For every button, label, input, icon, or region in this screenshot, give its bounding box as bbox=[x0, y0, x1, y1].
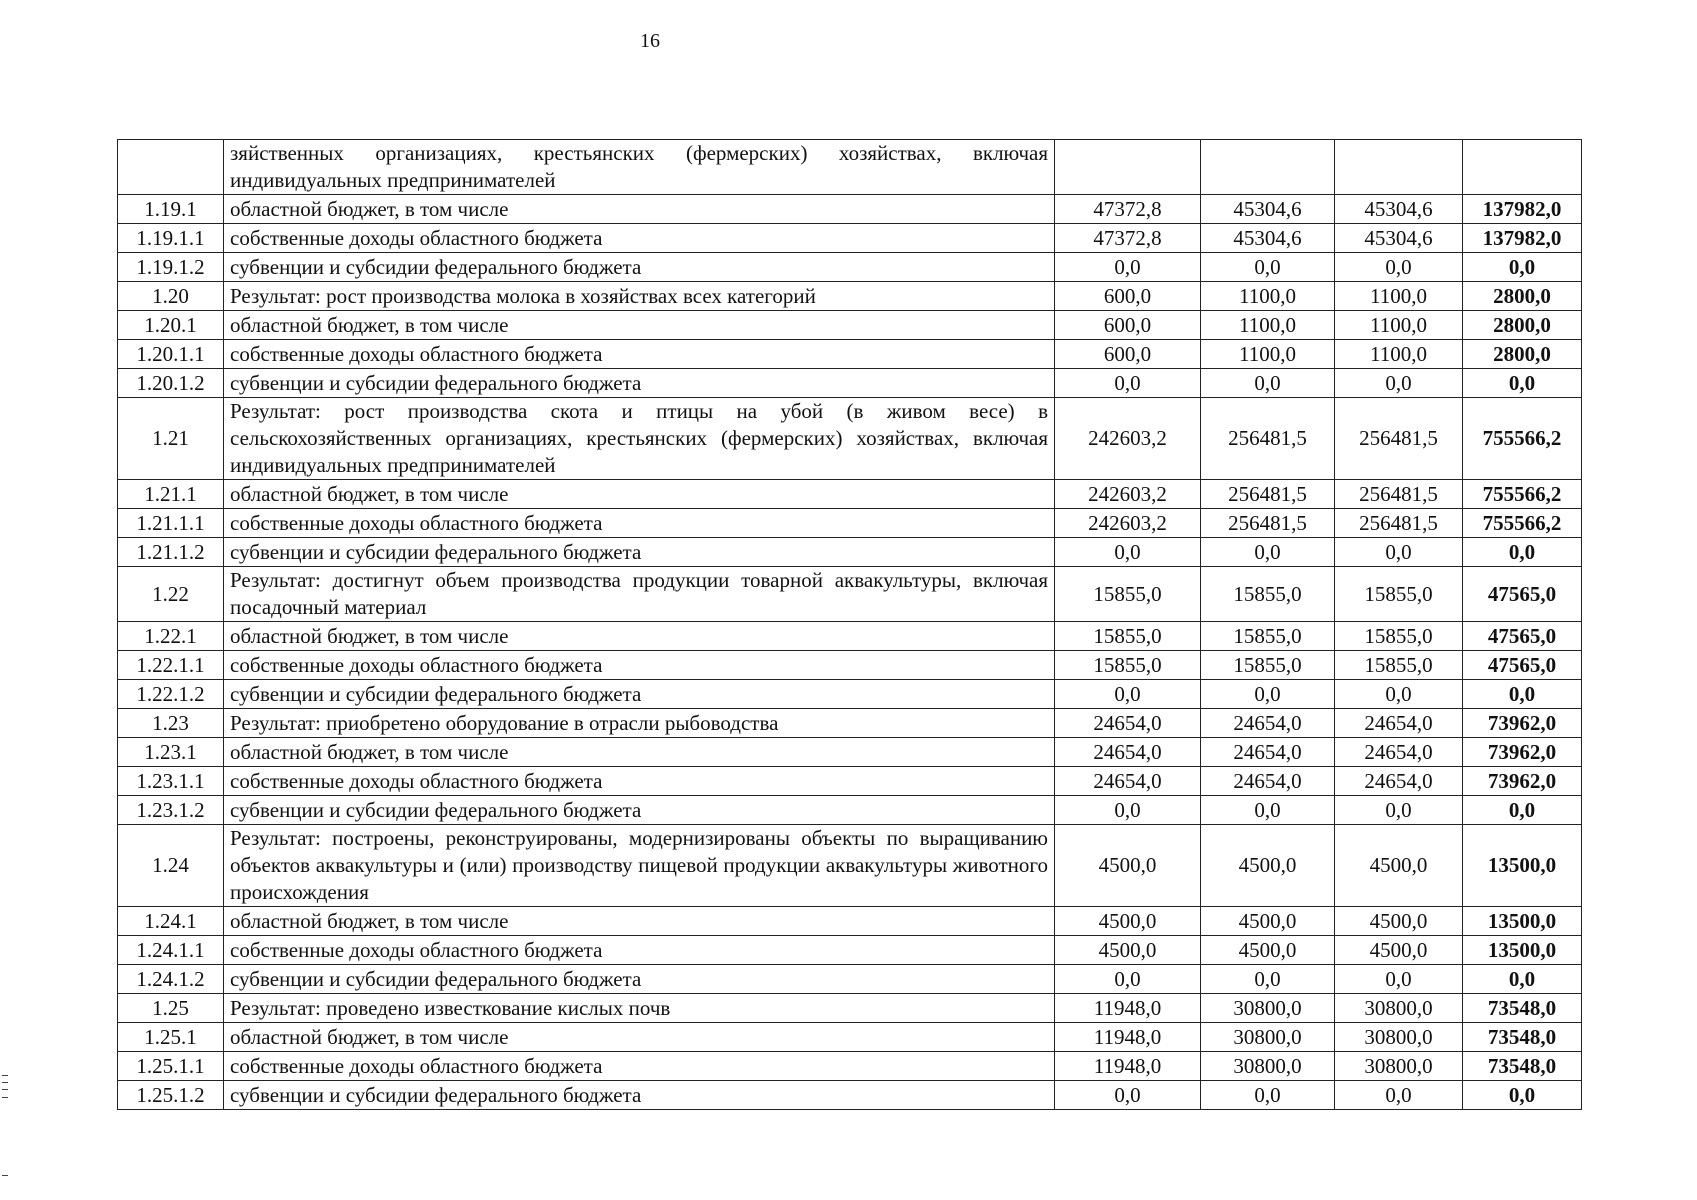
total-cell: 73548,0 bbox=[1463, 1023, 1582, 1052]
row-number-cell: 1.19.1 bbox=[118, 195, 224, 224]
row-description-cell: субвенции и субсидии федерального бюджета bbox=[224, 680, 1055, 709]
value-cell-1: 15855,0 bbox=[1055, 651, 1201, 680]
row-number-cell: 1.25 bbox=[118, 994, 224, 1023]
total-cell bbox=[1463, 140, 1582, 195]
total-cell: 0,0 bbox=[1463, 369, 1582, 398]
value-cell-3: 0,0 bbox=[1335, 965, 1463, 994]
row-number-cell: 1.23 bbox=[118, 709, 224, 738]
value-cell-3: 1100,0 bbox=[1335, 311, 1463, 340]
row-number-cell: 1.20 bbox=[118, 282, 224, 311]
value-cell-1: 11948,0 bbox=[1055, 1023, 1201, 1052]
value-cell-2: 0,0 bbox=[1201, 796, 1335, 825]
total-cell: 0,0 bbox=[1463, 1081, 1582, 1110]
value-cell-1: 0,0 bbox=[1055, 538, 1201, 567]
value-cell-2: 15855,0 bbox=[1201, 567, 1335, 622]
row-description-cell: субвенции и субсидии федерального бюджета bbox=[224, 253, 1055, 282]
value-cell-2 bbox=[1201, 140, 1335, 195]
total-cell: 137982,0 bbox=[1463, 195, 1582, 224]
table-row bbox=[118, 1023, 1582, 1052]
value-cell-3: 15855,0 bbox=[1335, 651, 1463, 680]
row-description-cell: собственные доходы областного бюджета bbox=[224, 936, 1055, 965]
value-cell-1: 24654,0 bbox=[1055, 709, 1201, 738]
total-cell: 2800,0 bbox=[1463, 340, 1582, 369]
row-description-cell: собственные доходы областного бюджета bbox=[224, 767, 1055, 796]
table-row bbox=[118, 398, 1582, 480]
table-row bbox=[118, 1052, 1582, 1081]
row-description-cell: областной бюджет, в том числе bbox=[224, 738, 1055, 767]
table-row bbox=[118, 567, 1582, 622]
table-row bbox=[118, 1081, 1582, 1110]
row-number-cell: 1.22.1.2 bbox=[118, 680, 224, 709]
total-cell: 47565,0 bbox=[1463, 622, 1582, 651]
row-description-cell: областной бюджет, в том числе bbox=[224, 195, 1055, 224]
total-cell: 755566,2 bbox=[1463, 398, 1582, 480]
value-cell-2: 30800,0 bbox=[1201, 994, 1335, 1023]
row-number-cell: 1.21.1.1 bbox=[118, 509, 224, 538]
row-description-cell: собственные доходы областного бюджета bbox=[224, 509, 1055, 538]
table-row bbox=[118, 509, 1582, 538]
value-cell-1: 242603,2 bbox=[1055, 398, 1201, 480]
value-cell-2: 4500,0 bbox=[1201, 825, 1335, 907]
total-cell: 0,0 bbox=[1463, 253, 1582, 282]
total-cell: 13500,0 bbox=[1463, 936, 1582, 965]
row-description-cell: собственные доходы областного бюджета bbox=[224, 651, 1055, 680]
value-cell-2: 1100,0 bbox=[1201, 311, 1335, 340]
table-row bbox=[118, 253, 1582, 282]
value-cell-3: 30800,0 bbox=[1335, 1052, 1463, 1081]
value-cell-1: 0,0 bbox=[1055, 965, 1201, 994]
table-row bbox=[118, 767, 1582, 796]
value-cell-3: 4500,0 bbox=[1335, 936, 1463, 965]
value-cell-2: 45304,6 bbox=[1201, 224, 1335, 253]
value-cell-3: 4500,0 bbox=[1335, 825, 1463, 907]
table-row bbox=[118, 738, 1582, 767]
value-cell-2: 0,0 bbox=[1201, 965, 1335, 994]
value-cell-3: 256481,5 bbox=[1335, 509, 1463, 538]
value-cell-3: 4500,0 bbox=[1335, 907, 1463, 936]
row-description-cell: субвенции и субсидии федерального бюджета bbox=[224, 796, 1055, 825]
value-cell-3: 30800,0 bbox=[1335, 994, 1463, 1023]
budget-table bbox=[117, 139, 1582, 1110]
value-cell-1: 242603,2 bbox=[1055, 509, 1201, 538]
value-cell-1: 0,0 bbox=[1055, 1081, 1201, 1110]
total-cell: 47565,0 bbox=[1463, 651, 1582, 680]
row-number-cell: 1.20.1.2 bbox=[118, 369, 224, 398]
value-cell-3: 0,0 bbox=[1335, 369, 1463, 398]
table-body bbox=[118, 140, 1582, 1110]
row-number-cell: 1.24 bbox=[118, 825, 224, 907]
value-cell-1: 47372,8 bbox=[1055, 195, 1201, 224]
value-cell-3: 24654,0 bbox=[1335, 767, 1463, 796]
value-cell-1: 4500,0 bbox=[1055, 825, 1201, 907]
value-cell-1: 24654,0 bbox=[1055, 767, 1201, 796]
total-cell: 73962,0 bbox=[1463, 738, 1582, 767]
table-row bbox=[118, 907, 1582, 936]
value-cell-3: 1100,0 bbox=[1335, 340, 1463, 369]
value-cell-1: 47372,8 bbox=[1055, 224, 1201, 253]
value-cell-1 bbox=[1055, 140, 1201, 195]
value-cell-1: 15855,0 bbox=[1055, 567, 1201, 622]
value-cell-2: 15855,0 bbox=[1201, 622, 1335, 651]
table-row bbox=[118, 936, 1582, 965]
row-number-cell: 1.22.1 bbox=[118, 622, 224, 651]
value-cell-2: 15855,0 bbox=[1201, 651, 1335, 680]
table-row bbox=[118, 680, 1582, 709]
row-number-cell: 1.23.1.1 bbox=[118, 767, 224, 796]
scan-mark bbox=[2, 1075, 8, 1076]
value-cell-2: 0,0 bbox=[1201, 538, 1335, 567]
value-cell-3: 45304,6 bbox=[1335, 224, 1463, 253]
table-row bbox=[118, 538, 1582, 567]
value-cell-2: 256481,5 bbox=[1201, 398, 1335, 480]
value-cell-1: 0,0 bbox=[1055, 796, 1201, 825]
value-cell-2: 24654,0 bbox=[1201, 767, 1335, 796]
total-cell: 0,0 bbox=[1463, 796, 1582, 825]
value-cell-2: 30800,0 bbox=[1201, 1023, 1335, 1052]
row-number-cell: 1.23.1 bbox=[118, 738, 224, 767]
value-cell-2: 1100,0 bbox=[1201, 282, 1335, 311]
table-row bbox=[118, 796, 1582, 825]
row-number-cell: 1.21.1 bbox=[118, 480, 224, 509]
row-number-cell: 1.20.1 bbox=[118, 311, 224, 340]
value-cell-3: 0,0 bbox=[1335, 680, 1463, 709]
total-cell: 13500,0 bbox=[1463, 825, 1582, 907]
value-cell-2: 1100,0 bbox=[1201, 340, 1335, 369]
value-cell-1: 600,0 bbox=[1055, 282, 1201, 311]
table-row bbox=[118, 994, 1582, 1023]
table-row bbox=[118, 195, 1582, 224]
row-description-cell: Результат: построены, реконструированы, модернизированы объекты по выращиванию объектов аквакультуры и (или) производству пищевой продукции аквакультуры животного происхождения bbox=[224, 825, 1055, 907]
table-row bbox=[118, 282, 1582, 311]
row-description-cell: собственные доходы областного бюджета bbox=[224, 224, 1055, 253]
value-cell-3: 24654,0 bbox=[1335, 738, 1463, 767]
value-cell-3: 0,0 bbox=[1335, 1081, 1463, 1110]
value-cell-1: 4500,0 bbox=[1055, 907, 1201, 936]
total-cell: 0,0 bbox=[1463, 680, 1582, 709]
value-cell-1: 11948,0 bbox=[1055, 994, 1201, 1023]
row-number-cell: 1.24.1.1 bbox=[118, 936, 224, 965]
row-description-cell: Результат: рост производства молока в хозяйствах всех категорий bbox=[224, 282, 1055, 311]
value-cell-1: 4500,0 bbox=[1055, 936, 1201, 965]
row-number-cell: 1.25.1 bbox=[118, 1023, 224, 1052]
table-row bbox=[118, 140, 1582, 195]
scan-mark bbox=[2, 1097, 8, 1098]
value-cell-1: 600,0 bbox=[1055, 311, 1201, 340]
row-description-cell: Результат: рост производства скота и птицы на убой (в живом весе) в сельскохозяйственных организациях, крестьянских (фермерских) хозяйствах, включая индивидуальных предпринимателей bbox=[224, 398, 1055, 480]
total-cell: 47565,0 bbox=[1463, 567, 1582, 622]
row-description-cell: субвенции и субсидии федерального бюджета bbox=[224, 1081, 1055, 1110]
total-cell: 755566,2 bbox=[1463, 480, 1582, 509]
value-cell-2: 45304,6 bbox=[1201, 195, 1335, 224]
row-number-cell: 1.23.1.2 bbox=[118, 796, 224, 825]
value-cell-2: 24654,0 bbox=[1201, 738, 1335, 767]
total-cell: 0,0 bbox=[1463, 538, 1582, 567]
row-number-cell: 1.20.1.1 bbox=[118, 340, 224, 369]
row-number-cell: 1.24.1 bbox=[118, 907, 224, 936]
total-cell: 137982,0 bbox=[1463, 224, 1582, 253]
row-description-cell: Результат: приобретено оборудование в отрасли рыбоводства bbox=[224, 709, 1055, 738]
value-cell-3: 15855,0 bbox=[1335, 567, 1463, 622]
value-cell-1: 15855,0 bbox=[1055, 622, 1201, 651]
row-description-cell: зяйственных организациях, крестьянских (фермерских) хозяйствах, включая индивидуальных предпринимателей bbox=[224, 140, 1055, 195]
total-cell: 73548,0 bbox=[1463, 1052, 1582, 1081]
row-description-cell: областной бюджет, в том числе bbox=[224, 622, 1055, 651]
table-row bbox=[118, 622, 1582, 651]
total-cell: 73548,0 bbox=[1463, 994, 1582, 1023]
value-cell-3: 0,0 bbox=[1335, 253, 1463, 282]
value-cell-1: 11948,0 bbox=[1055, 1052, 1201, 1081]
table-row bbox=[118, 311, 1582, 340]
value-cell-2: 0,0 bbox=[1201, 1081, 1335, 1110]
total-cell: 0,0 bbox=[1463, 965, 1582, 994]
value-cell-1: 0,0 bbox=[1055, 680, 1201, 709]
row-description-cell: субвенции и субсидии федерального бюджета bbox=[224, 965, 1055, 994]
total-cell: 2800,0 bbox=[1463, 282, 1582, 311]
row-number-cell: 1.24.1.2 bbox=[118, 965, 224, 994]
value-cell-2: 4500,0 bbox=[1201, 907, 1335, 936]
row-number-cell: 1.21 bbox=[118, 398, 224, 480]
row-number-cell: 1.22.1.1 bbox=[118, 651, 224, 680]
row-number-cell: 1.21.1.2 bbox=[118, 538, 224, 567]
total-cell: 73962,0 bbox=[1463, 709, 1582, 738]
row-description-cell: собственные доходы областного бюджета bbox=[224, 1052, 1055, 1081]
row-description-cell: субвенции и субсидии федерального бюджета bbox=[224, 538, 1055, 567]
row-description-cell: областной бюджет, в том числе bbox=[224, 480, 1055, 509]
table-row bbox=[118, 825, 1582, 907]
value-cell-3 bbox=[1335, 140, 1463, 195]
table-row bbox=[118, 369, 1582, 398]
value-cell-2: 4500,0 bbox=[1201, 936, 1335, 965]
total-cell: 755566,2 bbox=[1463, 509, 1582, 538]
value-cell-1: 242603,2 bbox=[1055, 480, 1201, 509]
total-cell: 73962,0 bbox=[1463, 767, 1582, 796]
value-cell-2: 256481,5 bbox=[1201, 480, 1335, 509]
value-cell-3: 24654,0 bbox=[1335, 709, 1463, 738]
value-cell-3: 30800,0 bbox=[1335, 1023, 1463, 1052]
row-number-cell bbox=[118, 140, 224, 195]
table-row bbox=[118, 340, 1582, 369]
row-description-cell: Результат: проведено известкование кислых почв bbox=[224, 994, 1055, 1023]
table-row bbox=[118, 224, 1582, 253]
table-row bbox=[118, 965, 1582, 994]
value-cell-3: 256481,5 bbox=[1335, 480, 1463, 509]
page-number: 16 bbox=[640, 30, 660, 52]
value-cell-3: 256481,5 bbox=[1335, 398, 1463, 480]
table-row bbox=[118, 651, 1582, 680]
row-number-cell: 1.22 bbox=[118, 567, 224, 622]
value-cell-2: 0,0 bbox=[1201, 369, 1335, 398]
value-cell-3: 15855,0 bbox=[1335, 622, 1463, 651]
value-cell-3: 45304,6 bbox=[1335, 195, 1463, 224]
value-cell-2: 0,0 bbox=[1201, 253, 1335, 282]
total-cell: 2800,0 bbox=[1463, 311, 1582, 340]
row-description-cell: Результат: достигнут объем производства продукции товарной аквакультуры, включая посадочный материал bbox=[224, 567, 1055, 622]
row-description-cell: областной бюджет, в том числе bbox=[224, 907, 1055, 936]
value-cell-1: 0,0 bbox=[1055, 369, 1201, 398]
value-cell-1: 0,0 bbox=[1055, 253, 1201, 282]
scan-mark bbox=[2, 1089, 8, 1090]
row-number-cell: 1.19.1.2 bbox=[118, 253, 224, 282]
row-description-cell: областной бюджет, в том числе bbox=[224, 311, 1055, 340]
row-number-cell: 1.19.1.1 bbox=[118, 224, 224, 253]
value-cell-1: 600,0 bbox=[1055, 340, 1201, 369]
row-description-cell: собственные доходы областного бюджета bbox=[224, 340, 1055, 369]
total-cell: 13500,0 bbox=[1463, 907, 1582, 936]
value-cell-3: 1100,0 bbox=[1335, 282, 1463, 311]
value-cell-3: 0,0 bbox=[1335, 796, 1463, 825]
row-description-cell: областной бюджет, в том числе bbox=[224, 1023, 1055, 1052]
scan-mark bbox=[2, 1175, 8, 1176]
value-cell-2: 30800,0 bbox=[1201, 1052, 1335, 1081]
scan-mark bbox=[2, 1082, 8, 1083]
value-cell-1: 24654,0 bbox=[1055, 738, 1201, 767]
value-cell-2: 0,0 bbox=[1201, 680, 1335, 709]
value-cell-2: 256481,5 bbox=[1201, 509, 1335, 538]
value-cell-2: 24654,0 bbox=[1201, 709, 1335, 738]
table-row bbox=[118, 709, 1582, 738]
value-cell-3: 0,0 bbox=[1335, 538, 1463, 567]
row-number-cell: 1.25.1.1 bbox=[118, 1052, 224, 1081]
row-number-cell: 1.25.1.2 bbox=[118, 1081, 224, 1110]
table-row bbox=[118, 480, 1582, 509]
row-description-cell: субвенции и субсидии федерального бюджета bbox=[224, 369, 1055, 398]
